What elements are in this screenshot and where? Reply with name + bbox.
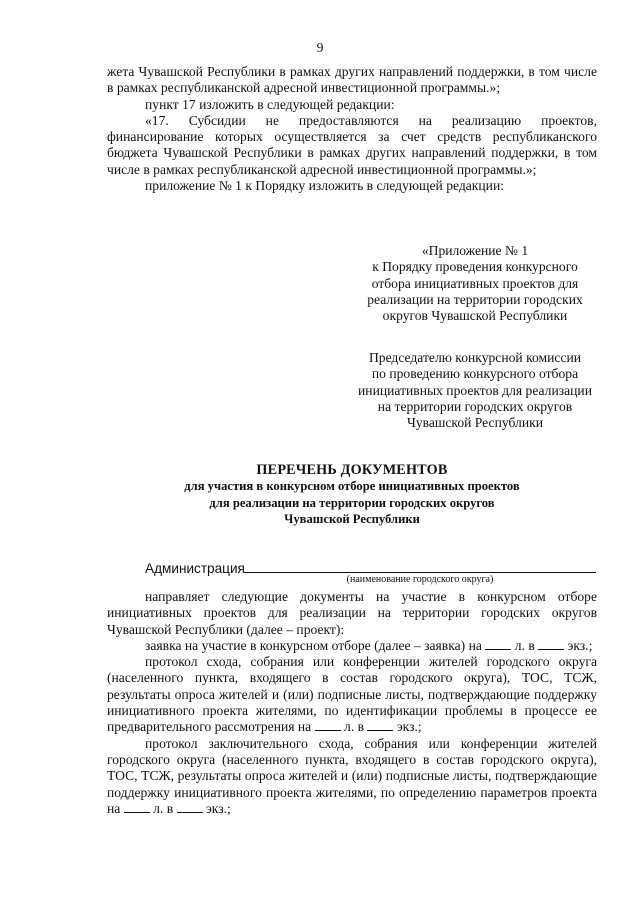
list-item-text: экз.;: [396, 719, 422, 735]
list-item-text: экз.;: [205, 800, 231, 816]
list-item-protocol: [107, 654, 597, 735]
addressee-line: на территории городских округов: [377, 398, 573, 414]
top-text-block: [107, 64, 597, 194]
list-item-text: экз.;: [567, 637, 593, 653]
sheets-blank: [124, 801, 150, 813]
paragraph-point-17-text: «17. Субсидии не предоставляются на реализацию проектов, финансирование которых осуществляется за счет средств республиканского бюджета Чувашской Республики в рамках других направлений поддержки, в том числе в рамках республиканской адресной инвестиционной программы.»;: [107, 112, 597, 177]
addressee-line: инициативных проектов для реализации: [358, 382, 592, 398]
document-title: ПЕРЕЧЕНЬ ДОКУМЕНТОВ: [256, 462, 448, 478]
addressee-block: [340, 350, 610, 431]
page-number: 9: [316, 40, 324, 55]
copies-blank: [538, 638, 564, 650]
list-item-application: [107, 638, 597, 654]
list-item-final-protocol: [107, 736, 597, 817]
appendix-header-line: «Приложение № 1: [421, 243, 529, 258]
list-item-text: л.: [514, 637, 525, 653]
list-item-text: в: [528, 637, 535, 653]
document-subtitle-line: для участия в конкурсном отборе инициативных проектов: [184, 479, 520, 494]
sheets-blank: [315, 719, 341, 731]
paragraph-appendix-intro: приложение № 1 к Порядку изложить в следующей редакции:: [145, 178, 504, 194]
sheets-blank: [485, 638, 511, 650]
document-subtitle-line: Чувашской Республики: [284, 511, 420, 526]
document-list: [107, 589, 597, 817]
copies-blank: [177, 801, 203, 813]
list-item-text: л. в: [344, 719, 365, 735]
administration-label: Администрация: [145, 561, 245, 576]
appendix-header-line: отбора инициативных проектов для: [371, 275, 579, 291]
appendix-header-line: округов Чувашской Республики: [382, 308, 568, 324]
list-item-text: протокол заключительного схода, собрания или конференции жителей городского округа (населенного пункта, входящего в состав городского округа), ТОС, ТСЖ, результаты опроса жителей и (или) подписные листы, подтверждающие поддержку инициативного проекта жителями, по определению параметров проекта на: [107, 735, 597, 816]
appendix-header: [340, 243, 610, 324]
administration-caption: (наименование городского округа): [346, 574, 494, 585]
paragraph-point-17-intro: пункт 17 изложить в следующей редакции:: [145, 96, 395, 112]
addressee-line: по проведению конкурсного отбора: [371, 366, 579, 382]
document-title-block: [107, 462, 597, 527]
document-subtitle-line: для реализации на территории городских округов: [209, 495, 495, 510]
copies-blank: [367, 719, 393, 731]
list-item-text: л. в: [153, 800, 174, 816]
addressee-line: Чувашской Республики: [407, 415, 543, 431]
paragraph-continuation: жета Чувашской Республики в рамках других направлений поддержки, в том числе в рамках республиканской адресной инвестиционной программы.»;: [107, 64, 597, 96]
list-intro-paragraph: направляет следующие документы на участие в конкурсном отборе инициативных проектов для реализации на территории городских округов Чувашской Республики (далее – проект):: [107, 589, 597, 637]
appendix-header-line: реализации на территории городских: [367, 291, 583, 307]
appendix-header-line: к Порядку проведения конкурсного: [372, 259, 578, 275]
addressee-line: Председателю конкурсной комиссии: [368, 350, 582, 365]
list-item-text: протокол схода, собрания или конференции жителей городского округа (населенного пункта, входящего в состав городского округа), ТОС, ТСЖ, результаты опроса жителей и (или) подписные листы, подтверждающие поддержку инициативного проекта жителями, по идентификации проблемы в процессе ее предварительного рассмотрения на: [107, 654, 597, 735]
administration-name-blank: [244, 572, 596, 573]
list-item-text: заявка на участие в конкурсном отборе (далее – заявка) на: [145, 637, 482, 653]
